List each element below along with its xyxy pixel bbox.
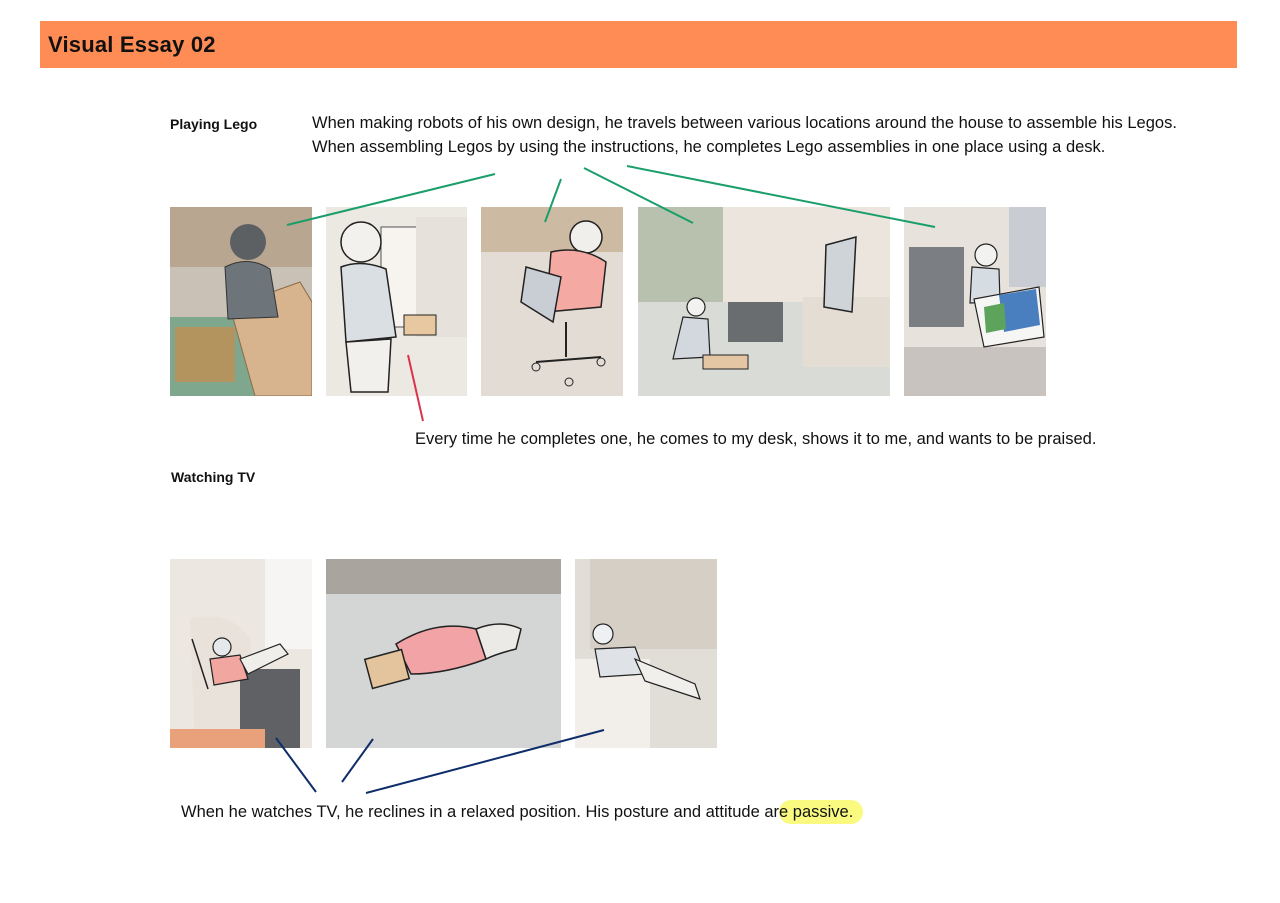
lego-connectors — [287, 166, 935, 227]
tv-caption — [181, 800, 981, 824]
tv-caption-text: When he watches TV, he reclines in a relaxed position. His posture and attitude ar — [181, 803, 780, 821]
section-label-tv: Watching TV — [171, 469, 256, 485]
tv-caption-highlight: e passive. — [779, 800, 863, 824]
lego-note: Every time he completes one, he comes to my desk, shows it to me, and wants to be praised. — [415, 430, 1097, 448]
note-connector — [408, 355, 423, 421]
page-title: Visual Essay 02 — [48, 32, 216, 57]
tv-connectors — [276, 730, 604, 793]
section-label-lego: Playing Lego — [170, 116, 258, 132]
lego-description: When making robots of his own design, he travels between various locations around the house to assemble his Legos. When assembling Legos by using the instructions, he completes Lego assemblies in one place using a desk. — [312, 114, 1177, 156]
